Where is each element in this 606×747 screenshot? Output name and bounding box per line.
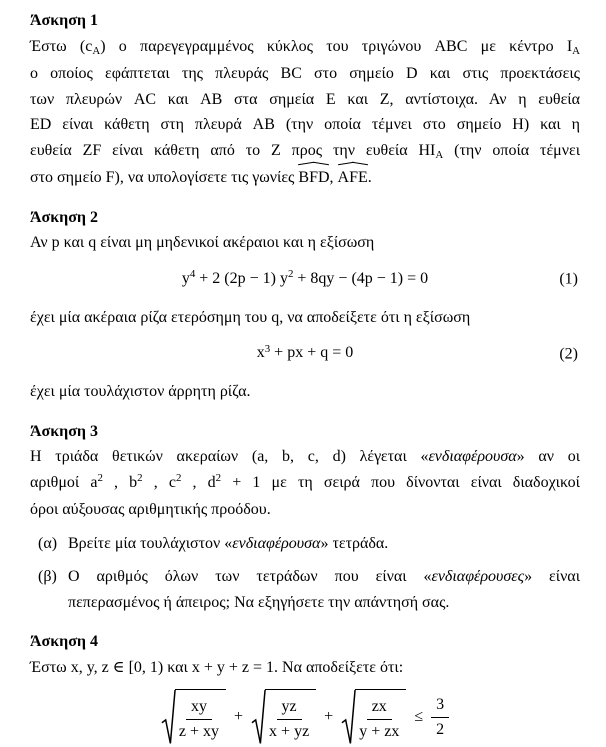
exercise-section	[30, 205, 580, 405]
fraction	[359, 697, 399, 740]
fraction	[269, 697, 309, 740]
exercise-section	[30, 8, 580, 191]
exercise-heading: Άσκηση 2	[30, 208, 99, 226]
paragraph	[30, 444, 580, 523]
text-line: έχει μία τουλάχιστον άρρητη ρίζα.	[30, 383, 251, 400]
text-line: έχει μία ακέραια ρίζα ετερόσημη του q, να αποδείξετε ότι η εξίσωση	[30, 308, 471, 326]
display-equation	[30, 265, 580, 294]
exercise-section	[30, 419, 580, 616]
subscript: A	[92, 44, 101, 57]
paragraph	[30, 655, 580, 681]
text-line: ED είναι κάθετη στη πλευρά AB (την οποία τέμνει στο σημείο H) και η	[30, 116, 580, 133]
radical-icon	[251, 689, 266, 745]
subscript: A	[435, 148, 444, 161]
inequality-relation: ≤	[414, 708, 424, 726]
paragraph	[30, 34, 580, 191]
radicand	[265, 689, 316, 745]
equation-math: $x^3$ + px + q = 0	[256, 342, 354, 361]
text-line: στο σημείο F), να υπολογίσετε τις γωνίες BFD, AFE.	[30, 165, 580, 191]
radical-icon	[161, 689, 176, 745]
fraction-numerator: 3	[431, 695, 449, 717]
display-formula	[30, 689, 580, 745]
angle-hat: AFE	[338, 165, 368, 191]
text-line: ευθεία ZF είναι κάθετη από το Z προς την ευθεία HIA (την οποία τέμνει	[30, 141, 581, 161]
superscript: 2	[287, 268, 294, 281]
angle-hat: BFD	[298, 165, 329, 191]
item-label: (α)	[38, 534, 58, 552]
fraction-numerator: xy	[186, 697, 212, 719]
plus-operator: +	[324, 708, 334, 726]
text-line: Έστω (cA) ο παρεγεγραμμένος κύκλος του τριγώνου ABC με κέντρο IA	[30, 37, 580, 57]
item-text	[68, 531, 580, 557]
equation-number: (2)	[559, 345, 578, 362]
fraction	[179, 697, 219, 740]
radical-icon	[341, 689, 356, 745]
text-line: ο οποίος εφάπτεται της πλευράς BC στο σημείο D και στις προεκτάσεις	[30, 65, 580, 82]
exercise-section	[30, 629, 580, 745]
item-list	[30, 531, 580, 616]
list-item	[30, 564, 580, 615]
radicand	[175, 689, 226, 745]
equation-number: (1)	[559, 270, 578, 288]
text-line: των πλευρών AC και AB στα σημεία E και Z, αντίστοιχα. Αν η ευθεία	[30, 90, 580, 108]
paragraph	[30, 379, 580, 405]
superscript: 2	[215, 472, 222, 485]
fraction-denominator: 2	[436, 720, 445, 738]
square-root	[251, 689, 316, 745]
text-line: Η τριάδα θετικών ακεραίων (a, b, c, d) λέγεται «ενδιαφέρουσα» αν οι	[30, 448, 581, 465]
paragraph	[30, 230, 580, 256]
list-item	[30, 531, 580, 557]
item-label: (β)	[38, 568, 57, 585]
emphasized-text: ενδιαφέρουσες	[431, 568, 525, 585]
exercise-heading: Άσκηση 3	[30, 422, 99, 440]
superscript: 2	[137, 472, 143, 485]
text-line: πεπερασμένος ή άπειρος; Να εξηγήσετε την απάντησή σας.	[68, 593, 450, 611]
text-line: Αν p και q είναι μη μηδενικοί ακέραιοι και η εξίσωση	[30, 234, 375, 251]
paragraph	[30, 305, 580, 331]
item-text	[68, 564, 580, 615]
fraction-denominator: z + xy	[178, 722, 220, 740]
fraction-numerator: yz	[277, 697, 302, 719]
equation-math: $y^4 + 2$ (2p − 1) $y^2 + 8qy - (4p - 1) = 0$	[181, 268, 429, 287]
superscript: 2	[175, 472, 182, 485]
fraction-denominator: x + yz	[269, 722, 310, 740]
text-line: αριθμοί $a^2$ , $b^2$ , $c^2$ , $d^2 + 1$ με τη σειρά που δίνονται είναι διαδοχικοί	[30, 472, 580, 491]
subscript: A	[572, 44, 580, 57]
exercise-heading: Άσκηση 1	[30, 12, 99, 29]
superscript: 3	[264, 342, 271, 355]
text-line: όροι αύξουσας αριθμητικής προόδου.	[30, 501, 271, 518]
superscript: 4	[189, 268, 196, 281]
exercise-heading: Άσκηση 4	[30, 633, 99, 650]
plus-operator: +	[234, 708, 244, 726]
square-root	[161, 689, 226, 745]
fraction-denominator: y + zx	[359, 722, 400, 740]
square-root	[341, 689, 406, 745]
superscript: 2	[97, 472, 103, 485]
fraction-numerator: zx	[367, 697, 392, 719]
text-line: Έστω x, y, z ∈ [0, 1) και x + y + z = 1. Να αποδείξετε ότι:	[30, 658, 404, 676]
text-line: Βρείτε μία τουλάχιστον «ενδιαφέρουσα» τετράδα.	[68, 534, 389, 552]
text-line: Ο αριθμός όλων των τετράδων που είναι «ενδιαφέρουσες» είναι	[68, 568, 580, 585]
emphasized-text: ενδιαφέρουσα	[428, 448, 517, 465]
emphasized-text: ενδιαφέρουσα	[232, 534, 321, 552]
rhs-fraction	[431, 695, 449, 738]
radicand	[355, 689, 406, 745]
display-equation	[30, 339, 580, 368]
